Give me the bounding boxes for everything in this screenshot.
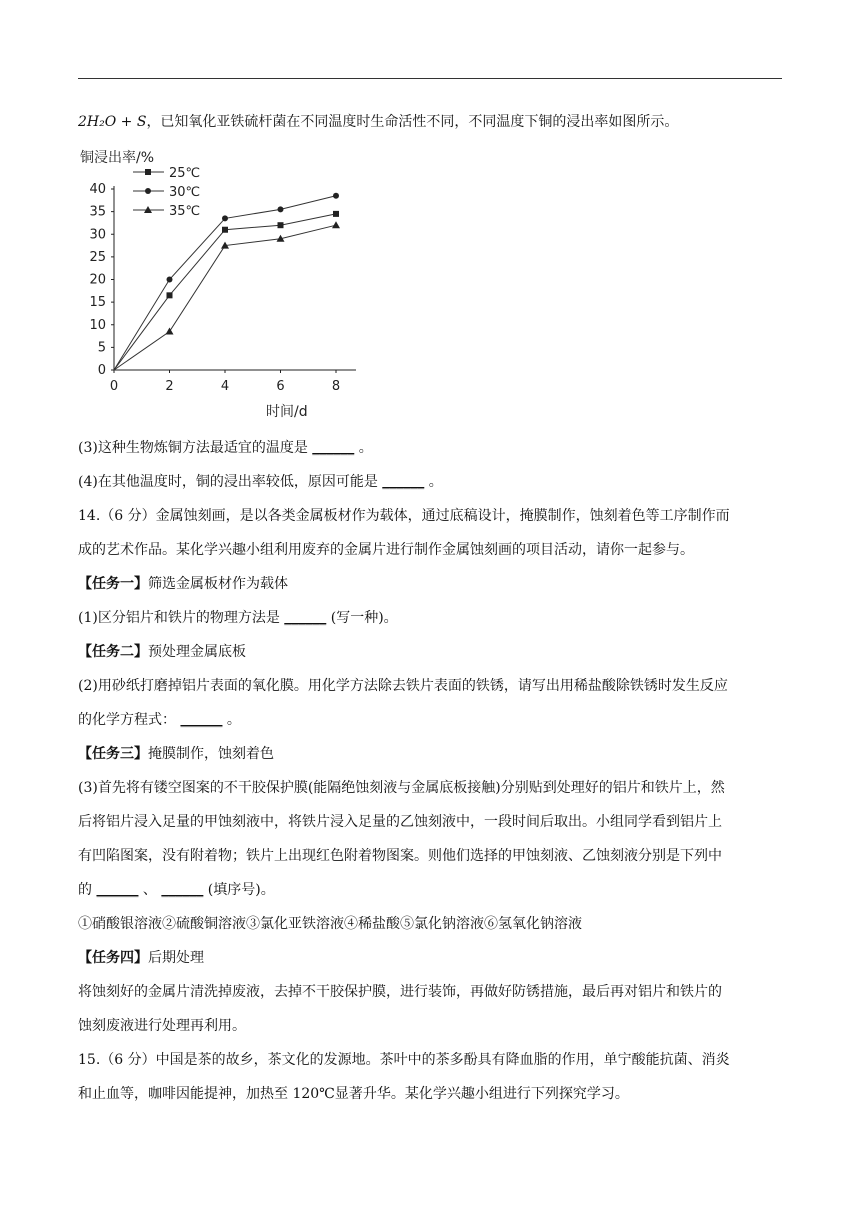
q3b-line-2: 后将铝片浸入足量的甲蚀刻液中，将铁片浸入足量的乙蚀刻液中，一段时间后取出。小组同学看到铝片上: [78, 814, 722, 830]
series-line-circle: [114, 196, 336, 370]
intro-text: ，已知氧化亚铁硫杆菌在不同温度时生命活性不同，不同温度下铜的浸出率如图所示。: [146, 114, 679, 130]
task-4-heading: [78, 948, 788, 968]
q3b-line-4: [78, 880, 788, 900]
y-tick-label: 10: [89, 317, 106, 333]
p15-line-2: 和止血等，咖啡因能提神，加热至 120℃显著升华。某化学兴趣小组进行下列探究学习。: [78, 1086, 629, 1102]
q4-answer-blank[interactable]: ______: [382, 474, 425, 490]
y-tick-label: 0: [97, 363, 106, 378]
task-2-title: 预处理金属底板: [148, 644, 246, 660]
y-tick-label: 30: [89, 227, 106, 243]
x-tick-label: 4: [220, 379, 230, 394]
header-rule: [78, 78, 782, 79]
y-tick-label: 40: [89, 182, 106, 197]
q3-text: (3)这种生物炼铜方法最适宜的温度是: [78, 440, 313, 456]
legend-label: 30℃: [169, 185, 201, 200]
data-point-square: [278, 222, 284, 228]
y-tick-label: 35: [89, 204, 106, 220]
data-point-circle: [222, 215, 228, 221]
data-point-square: [167, 292, 173, 298]
q3-end: 。: [354, 440, 373, 456]
legend-label: 25℃: [169, 166, 201, 181]
q3b-line-1: (3)首先将有镂空图案的不干胶保护膜(能隔绝蚀刻液与金属底板接触)分别贴到处理好的铝片和铁片上，然: [78, 780, 725, 796]
copper-leaching-chart: [78, 142, 368, 424]
q1-end: (写一种)。: [326, 610, 398, 626]
task-2-heading: [78, 642, 788, 662]
chart-xlabel: 时间/d: [266, 404, 308, 420]
q2-text: 的化学方程式：: [78, 712, 181, 728]
post-line-1: 将蚀刻好的金属片清洗掉废液，去掉不干胶保护膜，进行装饰，再做好防锈措施，最后再对铝片和铁片的: [78, 984, 722, 1000]
legend-label: 35℃: [169, 204, 201, 219]
x-tick-label: 2: [165, 379, 174, 394]
task-4-title: 后期处理: [148, 950, 204, 966]
y-tick-label: 25: [89, 249, 106, 265]
intro-line: [78, 112, 788, 132]
task-1-heading: [78, 574, 788, 594]
y-tick-label: 20: [89, 272, 106, 288]
q3b-separator: 、: [138, 882, 162, 898]
chart-ylabel: 铜浸出率/%: [80, 150, 155, 166]
q4-text: (4)在其他温度时，铜的浸出率较低，原因可能是: [78, 474, 383, 490]
q3b-end: (填序号)。: [203, 882, 275, 898]
p14-line-1: 14.（6 分）金属蚀刻画，是以各类金属板材作为载体，通过底稿设计，掩膜制作，蚀刻着色等工序制作而: [78, 508, 730, 524]
task-1-title: 筛选金属板材作为载体: [148, 576, 288, 592]
data-point-circle: [167, 277, 173, 283]
y-tick-label: 15: [89, 295, 106, 311]
x-tick-label: 6: [276, 379, 285, 394]
q3-answer-blank[interactable]: ______: [312, 440, 355, 456]
x-tick-label: 0: [109, 379, 119, 394]
data-point-triangle: [166, 328, 174, 335]
solution-options: ①硝酸银溶液②硫酸铜溶液③氯化亚铁溶液④稀盐酸⑤氯化钠溶液⑥氢氧化钠溶液: [78, 916, 582, 932]
question-4-reason: [78, 472, 788, 492]
x-tick-label: 8: [331, 379, 341, 394]
p15-line-1: 15.（6 分）中国是茶的故乡，茶文化的发源地。茶叶中的茶多酚具有降血脂的作用，单宁酸能抗菌、消炎: [78, 1052, 730, 1068]
question-3-temperature: [78, 438, 788, 458]
q3b-answer-blank-2[interactable]: ______: [161, 882, 204, 898]
task-3-heading: [78, 744, 788, 764]
task-3-tag: 【任务三】: [78, 746, 148, 762]
data-point-triangle: [332, 221, 340, 228]
data-point-circle: [333, 193, 339, 199]
q1-answer-blank[interactable]: ______: [284, 610, 327, 626]
q2-line-2: [78, 710, 788, 730]
q2-answer-blank[interactable]: ______: [180, 712, 223, 728]
q3b-line-3: 有凹陷图案，没有附着物；铁片上出现红色附着物图案。则他们选择的甲蚀刻液、乙蚀刻液分别是下列中: [78, 848, 722, 864]
data-point-square: [333, 211, 339, 217]
data-point-circle: [278, 206, 284, 212]
task-1-tag: 【任务一】: [78, 576, 148, 592]
q2-end: 。: [222, 712, 241, 728]
q3b-answer-blank-1[interactable]: ______: [96, 882, 139, 898]
q3b-text: 的: [78, 882, 97, 898]
q4-end: 。: [424, 474, 443, 490]
legend-marker-circle: [145, 188, 151, 194]
q1-text: (1)区分铝片和铁片的物理方法是: [78, 610, 285, 626]
post-line-2: 蚀刻废液进行处理再利用。: [78, 1018, 246, 1034]
q2-line-1: (2)用砂纸打磨掉铝片表面的氧化膜。用化学方法除去铁片表面的铁锈，请写出用稀盐酸除铁锈时发生反应: [78, 678, 728, 694]
intro-formula: 2H₂O + S: [78, 114, 147, 130]
y-tick-label: 5: [97, 340, 106, 356]
question-1-physical-method: [78, 608, 788, 628]
data-point-square: [222, 227, 228, 233]
p14-line-2: 成的艺术作品。某化学兴趣小组利用废弃的金属片进行制作金属蚀刻画的项目活动，请你一起参与。: [78, 542, 694, 558]
task-3-title: 掩膜制作，蚀刻着色: [148, 746, 274, 762]
task-2-tag: 【任务二】: [78, 644, 148, 660]
task-4-tag: 【任务四】: [78, 950, 148, 966]
legend-marker-square: [145, 169, 151, 175]
